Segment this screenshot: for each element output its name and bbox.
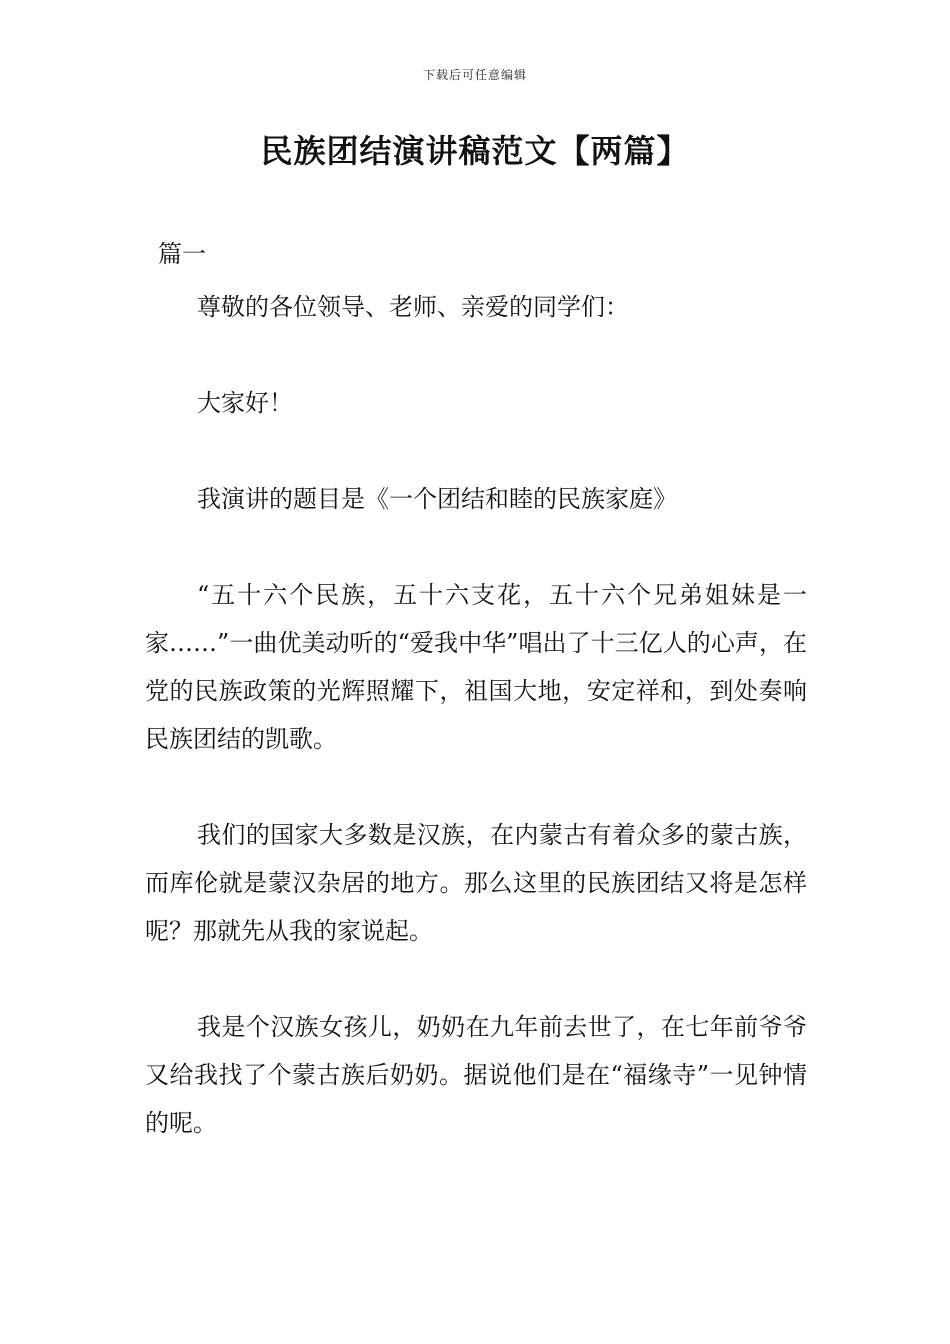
section-label: 篇一: [158, 240, 206, 268]
paragraph-body-1: “五十六个民族，五十六支花，五十六个兄弟姐妹是一家……”一曲优美动听的“爱我中华”唱出了十三亿人的心声，在党的民族政策的光辉照耀下，祖国大地，安定祥和，到处奏响民族团结的凯歌。: [145, 581, 807, 753]
header-note: 下载后可任意编辑: [422, 68, 527, 82]
paragraph-greeting: 尊敬的各位领导、老师、亲爱的同学们：: [197, 293, 629, 321]
document-title: 民族团结演讲稿范文【两篇】: [260, 132, 690, 170]
paragraph-body-2: 我们的国家大多数是汉族，在内蒙古有着众多的蒙古族，而库伦就是蒙汉杂居的地方。那么这里的民族团结又将是怎样呢？那就先从我的家说起。: [145, 821, 807, 945]
paragraph-hello: 大家好！: [197, 389, 293, 417]
paragraph-topic: 我演讲的题目是《一个团结和睦的民族家庭》: [197, 485, 677, 513]
document-body: [145, 283, 807, 1195]
paragraph-body-3: 我是个汉族女孩儿，奶奶在九年前去世了，在七年前爷爷又给我找了个蒙古族后奶奶。据说他们是在“福缘寺”一见钟情的呢。: [145, 1013, 807, 1137]
